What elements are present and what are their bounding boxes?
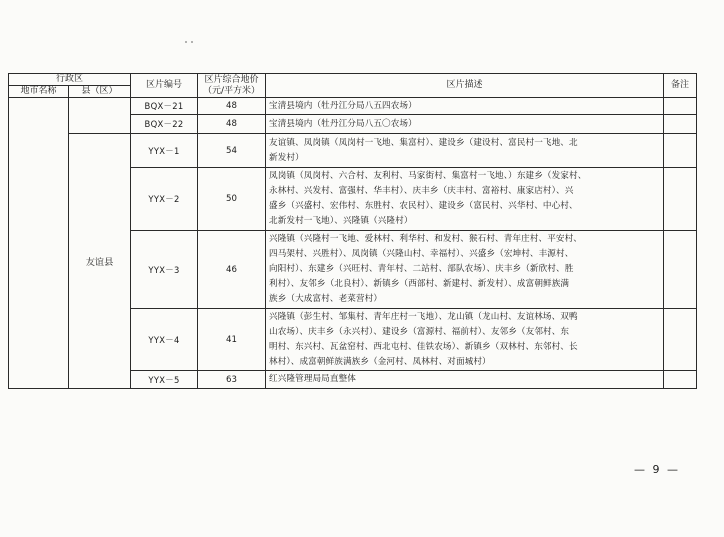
description-line: 族乡（大成富村、老菜营村） xyxy=(269,294,383,304)
zone-description: 红兴隆管理局局直整体 xyxy=(266,371,664,389)
zone-description xyxy=(266,168,664,231)
header-city-name: 地市名称 xyxy=(9,86,69,98)
remarks-cell xyxy=(664,231,697,309)
county-cell-youyi: 友谊县 xyxy=(69,134,131,389)
land-price: 41 xyxy=(198,309,266,371)
zone-code: YYX－4 xyxy=(131,309,198,371)
description-line: 利村）、友邻乡（北良村）、新镇乡（西部村、新建村、新发村）、成富朝鲜族满 xyxy=(269,279,570,289)
land-price: 63 xyxy=(198,371,266,389)
header-land-price xyxy=(198,74,266,98)
table-row xyxy=(9,134,697,168)
scan-speck xyxy=(191,41,193,43)
remarks-cell xyxy=(664,134,697,168)
description-line: 永林村、兴发村、富强村、华丰村）、庆丰乡（庆丰村、富裕村、康家店村）、兴 xyxy=(269,186,574,196)
land-price: 48 xyxy=(198,98,266,115)
zone-code: YYX－2 xyxy=(131,168,198,231)
remarks-cell xyxy=(664,115,697,134)
header-admin-region: 行政区 xyxy=(9,74,131,86)
zone-description: 宝清县境内（牡丹江分局八五〇农场） xyxy=(266,115,664,134)
header-land-price-line1: 区片综合地价 xyxy=(204,74,259,85)
zone-description xyxy=(266,134,664,168)
header-remarks: 备注 xyxy=(664,74,697,98)
description-line: 山农场）、庆丰乡（永兴村）、建设乡（富源村、福前村）、友邻乡（友邻村、东 xyxy=(269,326,570,337)
land-price: 50 xyxy=(198,168,266,231)
description-line: 北新发村一飞地）、兴隆镇（兴隆村） xyxy=(269,216,413,226)
header-description: 区片描述 xyxy=(266,74,664,98)
zone-code: BQX－22 xyxy=(131,115,198,134)
remarks-cell xyxy=(664,98,697,115)
zone-code: BQX－21 xyxy=(131,98,198,115)
land-price: 48 xyxy=(198,115,266,134)
land-price: 54 xyxy=(198,134,266,168)
description-line: 兴隆镇（兴隆村一飞地、爱林村、利华村、和发村、猴石村、青年庄村、平安村、 xyxy=(269,234,582,244)
zone-code: YYX－5 xyxy=(131,371,198,389)
zone-code: YYX－1 xyxy=(131,134,198,168)
page-number: — 9 — xyxy=(634,463,680,476)
remarks-cell xyxy=(664,371,697,389)
county-cell-baoqing xyxy=(69,98,131,134)
description-line: 林村）、成富朝鲜族满族乡（金河村、凤林村、对面城村） xyxy=(269,356,491,367)
description-line: 凤岗镇（凤岗村、六合村、友利村、马家街村、集富村一飞地、）东建乡（发家村、 xyxy=(269,171,587,181)
land-price: 46 xyxy=(198,231,266,309)
description-line: 四马架村、兴胜村）、凤岗镇（兴隆山村、幸福村）、兴盛乡（宏坤村、丰源村、 xyxy=(269,249,574,259)
header-row xyxy=(9,74,697,86)
remarks-cell xyxy=(664,309,697,371)
land-price-table xyxy=(8,73,697,389)
header-zone-code: 区片编号 xyxy=(131,74,198,98)
city-name-cell xyxy=(9,98,69,389)
description-line: 明村、东兴村、瓦盆窑村、西北屯村、佳铁农场）、新镇乡（双林村、东邻村、长 xyxy=(269,341,578,352)
zone-description xyxy=(266,231,664,309)
description-line: 新发村） xyxy=(269,152,304,163)
zone-description: 宝清县境内（牡丹江分局八五四农场） xyxy=(266,98,664,115)
header-land-price-line2: （元/平方米） xyxy=(202,85,261,96)
description-line: 盛乡（兴盛村、宏伟村、东胜村、农民村）、建设乡（富民村、兴华村、中心村、 xyxy=(269,201,578,211)
description-line: 向阳村）、东建乡（兴旺村、青年村、二站村、部队农场）、庆丰乡（新欣村、胜 xyxy=(269,264,574,274)
description-line: 兴隆镇（彭生村、邹集村、青年庄村一飞地）、龙山镇（龙山村、友谊林场、双鸭 xyxy=(269,311,578,322)
scan-speck xyxy=(185,41,187,43)
header-county: 县（区） xyxy=(69,86,131,98)
zone-code: YYX－3 xyxy=(131,231,198,309)
description-line: 友谊镇、凤岗镇（凤岗村一飞地、集富村）、建设乡（建设村、富民村一飞地、北 xyxy=(269,137,578,148)
remarks-cell xyxy=(664,168,697,231)
zone-description xyxy=(266,309,664,371)
table-row xyxy=(9,98,697,115)
